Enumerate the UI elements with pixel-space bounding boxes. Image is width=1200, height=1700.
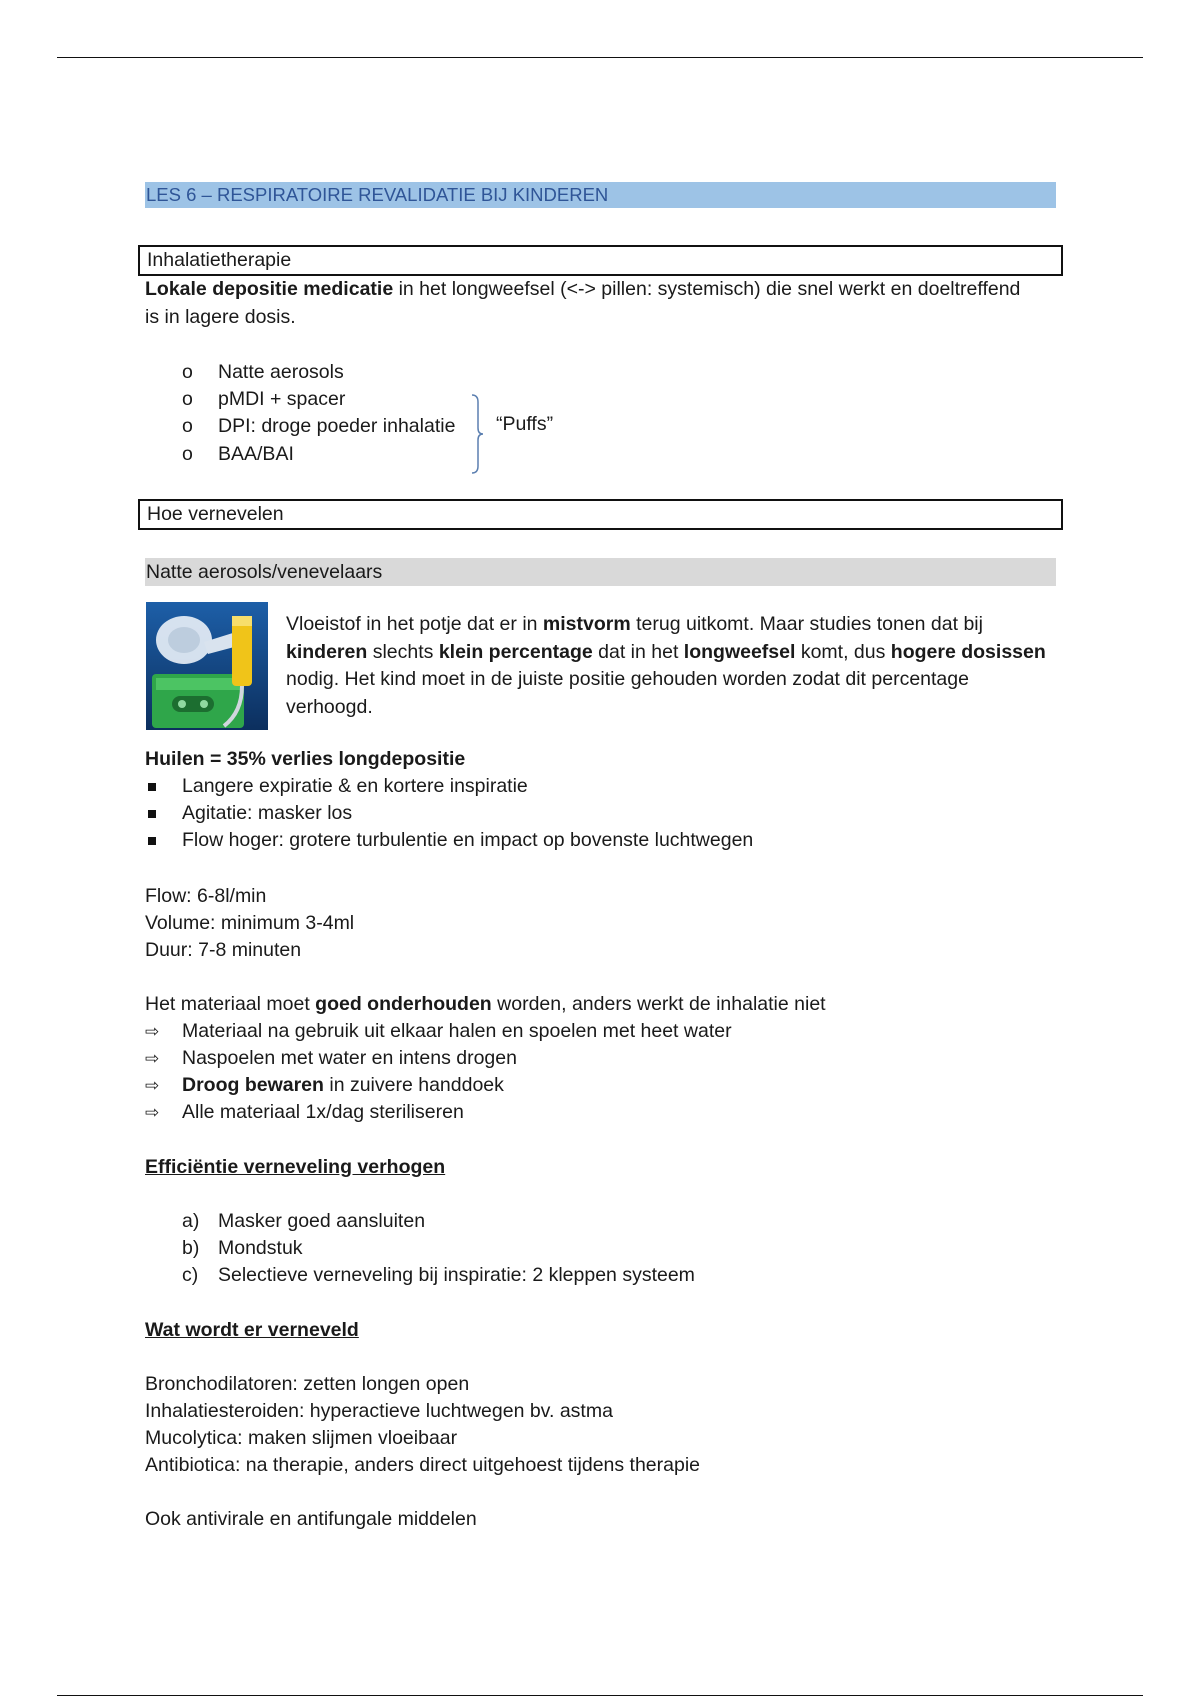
- text-span: Het materiaal moet: [145, 993, 316, 1015]
- arrow-icon: ⇨: [145, 1049, 160, 1068]
- square-bullet-icon: [148, 783, 156, 791]
- param-volume: Volume: minimum 3-4ml: [145, 912, 355, 934]
- bullet-o: o: [182, 388, 193, 410]
- intro-rest-1: in het longweefsel (<-> pillen: systemisch) die snel werkt en doeltreffend: [393, 278, 1021, 300]
- right-brace-icon: [470, 394, 484, 474]
- footer-rule: [57, 1695, 1143, 1696]
- list-item: Materiaal na gebruik uit elkaar halen en spoelen met heet water: [182, 1020, 732, 1042]
- text-bold: mistvorm: [542, 613, 631, 635]
- text-span: slechts: [367, 640, 439, 663]
- efficientie-heading: [145, 1154, 445, 1181]
- para-line-4: verhoogd.: [286, 695, 373, 718]
- list-item: Selectieve verneveling bij inspiratie: 2 kleppen systeem: [218, 1264, 695, 1286]
- para-line-3: nodig. Het kind moet in de juiste positie gehouden worden zodat dit percentage: [286, 668, 969, 690]
- bullet-o: o: [182, 415, 193, 437]
- section-heading-inhalatietherapie: Inhalatietherapie: [138, 245, 1063, 276]
- puffs-label: “Puffs”: [496, 413, 554, 435]
- wat-line: Antibiotica: na therapie, anders direct uitgehoest tijdens therapie: [145, 1454, 701, 1476]
- list-item: Langere expiratie & en kortere inspiratie: [182, 775, 528, 797]
- intro-line-2: is in lagere dosis.: [145, 306, 296, 328]
- wat-line: Bronchodilatoren: zetten longen open: [145, 1373, 470, 1395]
- text-span: komt, dus: [795, 640, 891, 663]
- text-bold: klein percentage: [438, 640, 593, 663]
- nebulizer-description: [286, 611, 1056, 721]
- list-item: BAA/BAI: [218, 443, 294, 465]
- text-bold: kinderen: [286, 640, 368, 663]
- arrow-icon: ⇨: [145, 1103, 160, 1122]
- text-bold: Droog bewaren: [182, 1074, 324, 1096]
- para-line-2: [286, 639, 1056, 667]
- page-title: LES 6 – RESPIRATOIRE REVALIDATIE BIJ KINDEREN: [145, 182, 1056, 208]
- subheading-natte-aerosols: Natte aerosols/venevelaars: [145, 558, 1056, 586]
- square-bullet-icon: [148, 810, 156, 818]
- onderhoud-intro: [145, 991, 826, 1018]
- param-flow: Flow: 6-8l/min: [145, 885, 267, 907]
- wat-heading: [145, 1317, 359, 1344]
- wat-heading-text: Wat wordt er verneveld: [145, 1319, 359, 1341]
- arrow-icon: ⇨: [145, 1076, 160, 1095]
- intro-bold: Lokale depositie medicatie: [145, 278, 394, 300]
- text-span: terug uitkomt. Maar studies tonen dat bij: [630, 613, 983, 635]
- list-item: DPI: droge poeder inhalatie: [218, 415, 456, 437]
- huilen-heading: [145, 746, 465, 773]
- list-letter: b): [182, 1237, 200, 1259]
- efficientie-heading-text: Efficiëntie verneveling verhogen: [145, 1156, 446, 1178]
- wat-extra: Ook antivirale en antifungale middelen: [145, 1508, 477, 1530]
- huilen-heading-text: Huilen = 35% verlies longdepositie: [145, 748, 466, 770]
- square-bullet-icon: [148, 837, 156, 845]
- wat-line: Inhalatiesteroiden: hyperactieve luchtwegen bv. astma: [145, 1400, 613, 1422]
- list-item: Mondstuk: [218, 1237, 303, 1259]
- list-item: Naspoelen met water en intens drogen: [182, 1047, 517, 1069]
- list-item: Flow hoger: grotere turbulentie en impact op bovenste luchtwegen: [182, 829, 754, 851]
- header-rule: [57, 57, 1143, 58]
- list-item: Natte aerosols: [218, 361, 344, 383]
- nebulizer-image: [146, 602, 268, 730]
- bullet-o: o: [182, 443, 193, 465]
- text-bold: longweefsel: [683, 640, 796, 663]
- param-duur: Duur: 7-8 minuten: [145, 939, 302, 961]
- text-span: Vloeistof in het potje dat er in: [286, 613, 543, 635]
- list-item: Masker goed aansluiten: [218, 1210, 426, 1232]
- para-line-1: [286, 611, 1056, 639]
- text-bold: hogere dosissen: [890, 640, 1046, 663]
- section-heading-hoe-vernevelen: Hoe vernevelen: [138, 499, 1063, 530]
- wat-line: Mucolytica: maken slijmen vloeibaar: [145, 1427, 458, 1449]
- list-letter: c): [182, 1264, 199, 1286]
- list-item: pMDI + spacer: [218, 388, 346, 410]
- bullet-o: o: [182, 361, 193, 383]
- list-letter: a): [182, 1210, 200, 1232]
- list-item: Alle materiaal 1x/dag steriliseren: [182, 1101, 464, 1123]
- text-span: worden, anders werkt de inhalatie niet: [491, 993, 826, 1015]
- list-item: [182, 1072, 504, 1099]
- text-bold: goed onderhouden: [315, 993, 492, 1015]
- arrow-icon: ⇨: [145, 1022, 160, 1041]
- intro-line-1: [145, 276, 1020, 303]
- text-span: dat in het: [592, 640, 684, 663]
- list-item: Agitatie: masker los: [182, 802, 353, 824]
- text-span: in zuivere handdoek: [323, 1074, 504, 1096]
